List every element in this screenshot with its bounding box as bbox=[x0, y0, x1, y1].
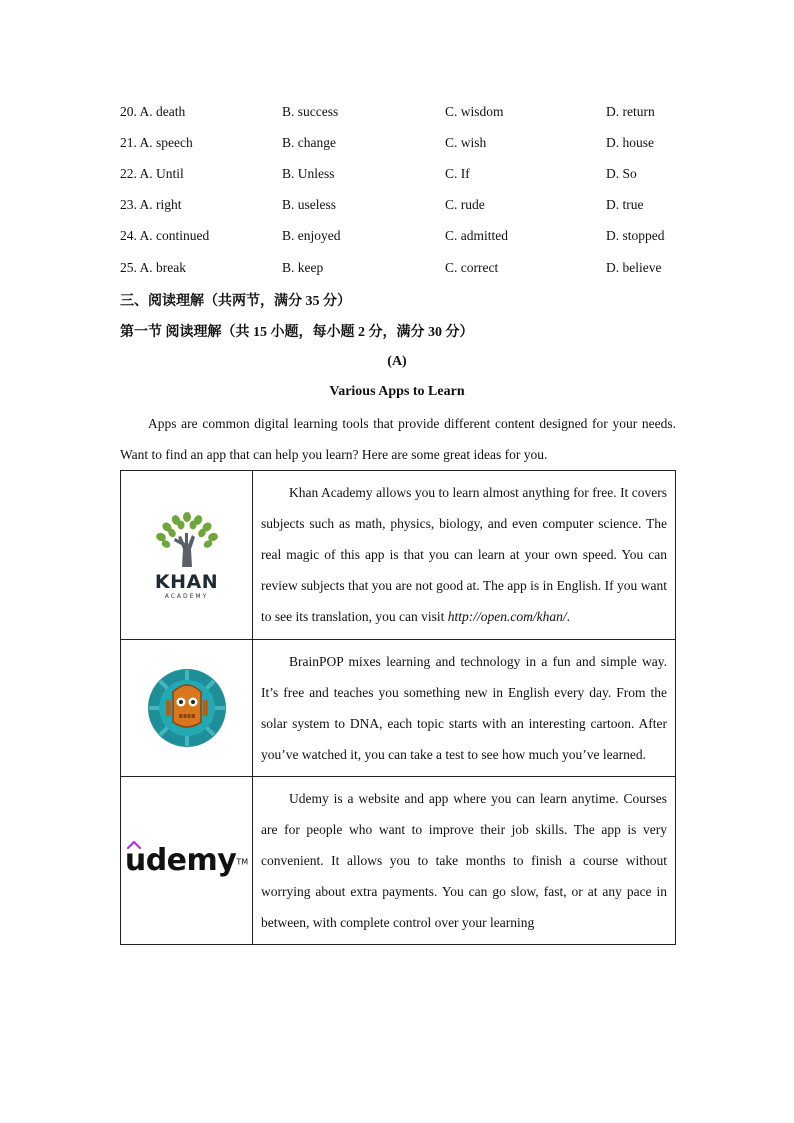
udemy-logo bbox=[122, 778, 251, 943]
option-c: C. admitted bbox=[445, 228, 508, 243]
tree-icon bbox=[152, 511, 222, 567]
brainpop-logo-cell bbox=[121, 640, 253, 777]
option-a: 25. A. break bbox=[120, 260, 186, 275]
udemy-logo-cell bbox=[121, 777, 253, 945]
udemy-description-cell bbox=[253, 777, 676, 945]
table-row bbox=[121, 777, 676, 945]
brainpop-description: BrainPOP mixes learning and technology in a fun and simple way. It’s free and teaches you something new in English every day. From the solar system to DNA, each topic starts with an interesting cartoon. After you’ve watched it, you can take a test to see how much you’ve learned. bbox=[261, 654, 667, 762]
udemy-logo-text: udemy bbox=[124, 843, 237, 878]
part-title: 第一节 阅读理解（共 15 小题，每小题 2 分，满分 30 分） bbox=[120, 325, 474, 340]
option-row-24 bbox=[120, 228, 680, 248]
passage-label: (A) bbox=[387, 354, 407, 369]
option-row-25 bbox=[120, 260, 680, 280]
option-c: C. rude bbox=[445, 197, 485, 212]
option-row-22 bbox=[120, 166, 680, 186]
option-a: 21. A. speech bbox=[120, 135, 193, 150]
khan-logo-cell bbox=[121, 471, 253, 640]
robot-icon bbox=[147, 668, 227, 748]
option-row-23 bbox=[120, 197, 680, 217]
option-c: C. correct bbox=[445, 260, 499, 275]
option-row-21 bbox=[120, 135, 680, 155]
option-b: B. success bbox=[282, 104, 339, 119]
khan-logo-subtext: ACADEMY bbox=[164, 592, 209, 600]
khan-description: Khan Academy allows you to learn almost anything for free. It covers subjects such as math, physics, biology, and even computer science. The real magic of this app is that you can learn at your own speed. You can review subjects that you are not good at. The app is in English. If you want to see its translation, you can visit http://open.com/khan/. bbox=[261, 485, 667, 624]
table-row bbox=[121, 640, 676, 777]
option-a: 24. A. continued bbox=[120, 228, 210, 243]
brainpop-robot-logo bbox=[122, 641, 251, 775]
section-title: 三、阅读理解（共两节，满分 35 分） bbox=[120, 294, 351, 309]
option-a: 20. A. death bbox=[120, 104, 186, 119]
khan-logo-text: KHAN bbox=[154, 570, 219, 593]
option-a: 23. A. right bbox=[120, 197, 182, 212]
udemy-description: Udemy is a website and app where you can learn anytime. Courses are for people who want to improve their job skills. The app is very convenient. It allows you to take months to finish a course without worrying about extra payments. You can go slow, fast, or at any pace in between, with complete control over your learning bbox=[261, 791, 667, 930]
udemy-trademark: TM bbox=[236, 857, 249, 867]
option-c: C. wisdom bbox=[445, 104, 504, 119]
option-d: D. return bbox=[606, 104, 655, 119]
brainpop-description-cell bbox=[253, 640, 676, 777]
passage-title: Various Apps to Learn bbox=[329, 384, 465, 399]
option-b: B. Unless bbox=[282, 166, 335, 181]
intro-paragraph bbox=[120, 408, 676, 470]
option-d: D. house bbox=[606, 135, 654, 150]
option-c: C. If bbox=[445, 166, 470, 181]
khan-academy-tree-logo bbox=[122, 472, 251, 638]
option-b: B. keep bbox=[282, 260, 324, 275]
intro-text: Apps are common digital learning tools that provide different content designed for your needs. Want to find an app that can help you learn? Here are some great ideas for you. bbox=[120, 416, 676, 462]
option-d: D. So bbox=[606, 166, 637, 181]
option-d: D. true bbox=[606, 197, 644, 212]
apps-table bbox=[120, 470, 676, 945]
option-c: C. wish bbox=[445, 135, 487, 150]
option-b: B. change bbox=[282, 135, 336, 150]
option-row-20 bbox=[120, 104, 680, 124]
table-row bbox=[121, 471, 676, 640]
udemy-hat-icon bbox=[127, 841, 141, 849]
option-d: D. stopped bbox=[606, 228, 665, 243]
option-a: 22. A. Until bbox=[120, 166, 184, 181]
khan-translation-link[interactable]: http://open.com/khan/ bbox=[447, 609, 567, 624]
option-b: B. useless bbox=[282, 197, 336, 212]
khan-description-cell bbox=[253, 471, 676, 640]
option-d: D. believe bbox=[606, 260, 662, 275]
option-b: B. enjoyed bbox=[282, 228, 341, 243]
